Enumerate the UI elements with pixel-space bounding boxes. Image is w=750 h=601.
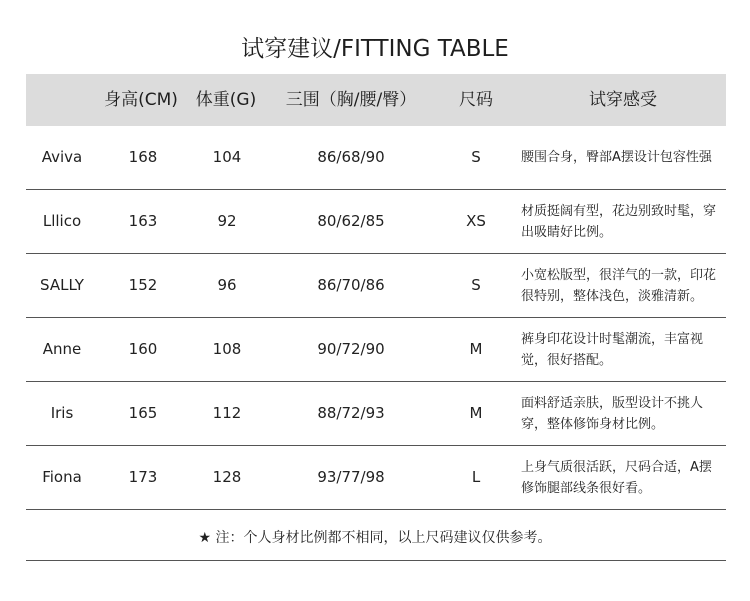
cell-feel: 上身气质很活跃，尺码合适，A摆修饰腿部线条很好看。 [521, 459, 712, 496]
cell-measurements: 90/72/90 [317, 340, 385, 358]
header-measurements: 三围（胸/腰/臀） [285, 90, 417, 110]
cell-measurements: 86/68/90 [317, 148, 385, 166]
cell-size: M [469, 340, 483, 358]
cell-name: Lllico [42, 212, 82, 230]
cell-height: 168 [128, 148, 158, 166]
cell-measurements: 93/77/98 [317, 468, 385, 486]
cell-size: S [471, 148, 481, 166]
table-row [26, 318, 726, 382]
table-header [26, 74, 726, 126]
cell-name: Aviva [41, 148, 83, 166]
cell-measurements: 86/70/86 [317, 276, 385, 294]
cell-height: 160 [128, 340, 158, 358]
cell-size: S [471, 276, 481, 294]
cell-size: XS [466, 212, 486, 230]
cell-feel: 材质挺阔有型，花边别致时髦，穿出吸睛好比例。 [521, 203, 717, 240]
cell-height: 163 [128, 212, 158, 230]
cell-measurements: 80/62/85 [317, 212, 385, 230]
cell-size: M [469, 404, 483, 422]
cell-name: Anne [42, 340, 82, 358]
table-row [26, 254, 726, 318]
cell-measurements: 88/72/93 [317, 404, 385, 422]
cell-weight: 108 [212, 340, 242, 358]
cell-weight: 104 [212, 148, 242, 166]
table-row [26, 382, 726, 446]
bottom-divider [26, 560, 726, 561]
cell-feel: 小宽松版型，很洋气的一款，印花很特别，整体浅色，淡雅清新。 [521, 267, 717, 304]
cell-height: 165 [128, 404, 158, 422]
cell-height: 173 [128, 468, 158, 486]
table-row [26, 190, 726, 254]
cell-name: SALLY [40, 276, 84, 294]
header-weight: 体重(G) [195, 90, 257, 110]
cell-height: 152 [128, 276, 158, 294]
footnote: ★ 注：个人身材比例都不相同，以上尺码建议仅供参考。 [198, 530, 552, 546]
cell-name: Iris [50, 404, 74, 422]
header-feel: 试穿感受 [589, 90, 657, 110]
cell-weight: 96 [217, 276, 237, 294]
page-title: 试穿建议/FITTING TABLE [241, 36, 509, 62]
table-row [26, 126, 726, 190]
cell-size: L [471, 468, 481, 486]
cell-name: Fiona [42, 468, 82, 486]
cell-feel: 腰围合身，臀部A摆设计包容性强 [521, 150, 712, 165]
table-row [26, 446, 726, 510]
cell-weight: 112 [212, 404, 242, 422]
cell-feel: 裤身印花设计时髦潮流，丰富视觉，很好搭配。 [521, 331, 704, 368]
cell-weight: 128 [212, 468, 242, 486]
header-size: 尺码 [459, 90, 493, 110]
header-height: 身高(CM) [104, 90, 178, 110]
cell-feel: 面料舒适亲肤，版型设计不挑人穿，整体修饰身材比例。 [521, 395, 704, 432]
cell-weight: 92 [217, 212, 237, 230]
